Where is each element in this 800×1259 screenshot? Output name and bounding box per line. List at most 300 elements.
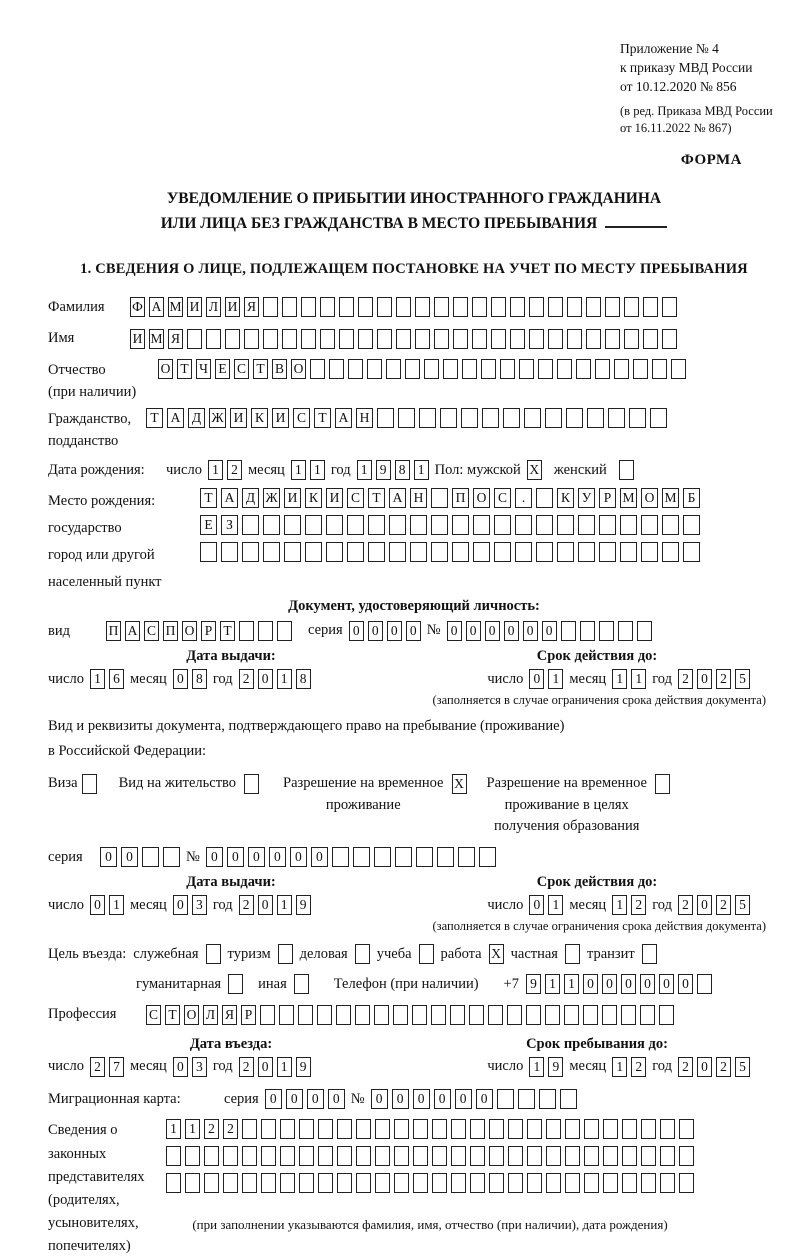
char-box[interactable] [348,359,363,379]
char-box[interactable] [518,1089,535,1109]
char-box[interactable] [586,297,601,317]
char-box[interactable] [652,359,667,379]
char-box[interactable] [620,515,637,535]
char-box[interactable]: 1 [185,1119,200,1139]
char-box[interactable] [566,408,583,428]
char-box[interactable]: И [225,297,240,317]
char-box[interactable]: Ж [209,408,226,428]
char-box[interactable] [282,329,297,349]
char-box[interactable]: 2 [204,1119,219,1139]
char-box[interactable]: 2 [223,1119,238,1139]
char-box[interactable]: С [234,359,249,379]
char-box[interactable]: 5 [735,895,750,915]
char-box[interactable]: 0 [529,895,544,915]
char-box[interactable] [565,1119,580,1139]
char-box[interactable]: А [335,408,352,428]
char-box[interactable] [622,1146,637,1166]
char-box[interactable] [374,1005,389,1025]
char-box[interactable] [608,408,625,428]
char-box[interactable] [431,542,448,562]
char-box[interactable]: 0 [100,847,117,867]
char-box[interactable]: О [184,1005,199,1025]
char-box[interactable]: Е [200,515,217,535]
char-box[interactable] [584,1119,599,1139]
char-box[interactable] [453,297,468,317]
char-box[interactable]: К [305,488,322,508]
char-box[interactable] [358,297,373,317]
char-box[interactable]: И [284,488,301,508]
char-box[interactable]: 0 [371,1089,388,1109]
char-box[interactable]: 2 [239,1057,254,1077]
char-box[interactable] [375,1119,390,1139]
char-box[interactable] [584,1173,599,1193]
char-box[interactable] [389,542,406,562]
char-box[interactable] [629,408,646,428]
char-box[interactable]: П [106,621,121,641]
char-box[interactable]: 0 [504,621,519,641]
char-box[interactable] [451,1173,466,1193]
char-box[interactable] [603,1119,618,1139]
char-box[interactable] [529,297,544,317]
char-box[interactable] [491,297,506,317]
char-box[interactable] [318,1119,333,1139]
char-box[interactable] [228,974,243,994]
char-box[interactable]: 0 [227,847,244,867]
char-box[interactable] [277,621,292,641]
char-box[interactable] [367,359,382,379]
char-box[interactable] [263,329,278,349]
char-box[interactable]: 0 [678,974,693,994]
char-box[interactable]: 0 [307,1089,324,1109]
char-box[interactable]: Т [200,488,217,508]
char-box[interactable] [260,1005,275,1025]
char-box[interactable] [263,297,278,317]
char-box[interactable]: 0 [206,847,223,867]
char-box[interactable] [584,1146,599,1166]
char-box[interactable] [284,515,301,535]
char-box[interactable]: 0 [328,1089,345,1109]
char-box[interactable]: Е [215,359,230,379]
char-box[interactable]: С [144,621,159,641]
char-box[interactable] [453,329,468,349]
char-box[interactable] [375,1146,390,1166]
char-box[interactable] [206,944,221,964]
char-box[interactable]: К [557,488,574,508]
char-box[interactable] [603,1146,618,1166]
char-box[interactable] [244,774,259,794]
char-box[interactable]: И [187,297,202,317]
char-box[interactable] [242,1173,257,1193]
char-box[interactable] [405,359,420,379]
char-box[interactable] [557,359,572,379]
char-box[interactable]: К [251,408,268,428]
char-box[interactable]: 0 [659,974,674,994]
char-box[interactable]: 2 [239,669,254,689]
char-box[interactable] [337,1119,352,1139]
char-box[interactable] [515,515,532,535]
char-box[interactable]: 2 [716,895,731,915]
char-box[interactable] [386,359,401,379]
char-box[interactable] [469,1005,484,1025]
char-box[interactable] [497,1089,514,1109]
char-box[interactable] [510,297,525,317]
char-box[interactable] [510,329,525,349]
char-box[interactable]: О [182,621,197,641]
char-box[interactable] [643,297,658,317]
char-box[interactable] [317,1005,332,1025]
char-box[interactable]: А [149,297,164,317]
char-box[interactable] [671,359,686,379]
char-box[interactable]: 0 [248,847,265,867]
char-box[interactable]: 9 [526,974,541,994]
char-box[interactable]: З [221,515,238,535]
char-box[interactable]: 0 [258,895,273,915]
char-box[interactable]: А [125,621,140,641]
char-box[interactable] [650,408,667,428]
char-box[interactable]: И [130,329,145,349]
char-box[interactable] [398,408,415,428]
char-box[interactable] [683,542,700,562]
char-box[interactable]: 1 [612,669,627,689]
char-box[interactable]: П [163,621,178,641]
char-box[interactable] [524,408,541,428]
char-box[interactable] [548,329,563,349]
char-box[interactable] [536,542,553,562]
char-box[interactable]: 2 [227,460,242,480]
char-box[interactable] [396,329,411,349]
char-box[interactable] [679,1119,694,1139]
char-box[interactable] [437,847,454,867]
char-box[interactable]: 0 [466,621,481,641]
char-box[interactable] [347,515,364,535]
char-box[interactable]: 9 [548,1057,563,1077]
char-box[interactable] [527,1173,542,1193]
char-box[interactable]: 0 [602,974,617,994]
char-box[interactable] [326,515,343,535]
char-box[interactable] [508,1146,523,1166]
char-box[interactable] [318,1173,333,1193]
char-box[interactable]: Ч [196,359,211,379]
char-box[interactable]: О [473,488,490,508]
char-box[interactable] [355,1005,370,1025]
char-box[interactable] [261,1173,276,1193]
char-box[interactable] [641,515,658,535]
char-box[interactable] [377,329,392,349]
char-box[interactable] [557,542,574,562]
char-box[interactable] [452,542,469,562]
char-box[interactable] [470,1119,485,1139]
char-box[interactable] [508,1173,523,1193]
char-box[interactable] [621,1005,636,1025]
char-box[interactable]: Я [244,297,259,317]
char-box[interactable] [641,1146,656,1166]
char-box[interactable]: 0 [290,847,307,867]
char-box[interactable] [221,542,238,562]
char-box[interactable]: 9 [296,1057,311,1077]
char-box[interactable] [662,329,677,349]
char-box[interactable]: П [452,488,469,508]
char-box[interactable]: Л [206,297,221,317]
char-box[interactable]: 0 [90,895,105,915]
char-box[interactable] [368,542,385,562]
char-box[interactable]: 0 [697,895,712,915]
char-box[interactable] [482,408,499,428]
char-box[interactable] [536,515,553,535]
char-box[interactable] [462,359,477,379]
char-box[interactable]: 0 [173,1057,188,1077]
char-box[interactable]: . [515,488,532,508]
char-box[interactable] [605,329,620,349]
char-box[interactable]: 3 [192,895,207,915]
char-box[interactable] [394,1146,409,1166]
char-box[interactable] [434,329,449,349]
char-box[interactable] [519,359,534,379]
char-box[interactable]: Т [177,359,192,379]
char-box[interactable] [424,359,439,379]
char-box[interactable] [280,1146,295,1166]
char-box[interactable] [622,1173,637,1193]
char-box[interactable]: 1 [208,460,223,480]
char-box[interactable] [280,1173,295,1193]
char-box[interactable] [529,329,544,349]
char-box[interactable]: А [389,488,406,508]
char-box[interactable] [583,1005,598,1025]
char-box[interactable]: Т [165,1005,180,1025]
char-box[interactable]: 0 [258,669,273,689]
char-box[interactable]: Т [220,621,235,641]
char-box[interactable]: 6 [109,669,124,689]
char-box[interactable]: 1 [166,1119,181,1139]
char-box[interactable] [396,297,411,317]
char-box[interactable]: С [494,488,511,508]
char-box[interactable] [394,1119,409,1139]
char-box[interactable]: Т [368,488,385,508]
char-box[interactable]: 0 [476,1089,493,1109]
char-box[interactable] [561,621,576,641]
char-box[interactable]: 0 [387,621,402,641]
char-box[interactable]: Я [168,329,183,349]
char-box[interactable]: 0 [455,1089,472,1109]
char-box[interactable]: М [149,329,164,349]
char-box[interactable] [301,297,316,317]
char-box[interactable]: Т [314,408,331,428]
char-box[interactable]: 0 [349,621,364,641]
char-box[interactable]: X [527,460,542,480]
char-box[interactable] [473,515,490,535]
char-box[interactable] [538,359,553,379]
char-box[interactable]: Д [242,488,259,508]
char-box[interactable] [263,515,280,535]
char-box[interactable] [624,329,639,349]
char-box[interactable]: 2 [239,895,254,915]
char-box[interactable] [223,1173,238,1193]
char-box[interactable] [659,1005,674,1025]
char-box[interactable]: 9 [296,895,311,915]
char-box[interactable] [546,1146,561,1166]
char-box[interactable] [443,359,458,379]
char-box[interactable]: 0 [621,974,636,994]
char-box[interactable] [142,847,159,867]
char-box[interactable]: 1 [310,460,325,480]
char-box[interactable]: 5 [735,669,750,689]
char-box[interactable] [284,542,301,562]
char-box[interactable] [527,1146,542,1166]
char-box[interactable] [377,408,394,428]
char-box[interactable]: Ж [263,488,280,508]
char-box[interactable] [599,621,614,641]
char-box[interactable] [679,1173,694,1193]
char-box[interactable] [567,297,582,317]
char-box[interactable] [223,1146,238,1166]
char-box[interactable] [305,542,322,562]
char-box[interactable] [413,1173,428,1193]
char-box[interactable]: 0 [523,621,538,641]
char-box[interactable] [204,1173,219,1193]
char-box[interactable] [413,1146,428,1166]
char-box[interactable] [452,515,469,535]
char-box[interactable] [432,1173,447,1193]
char-box[interactable] [242,1146,257,1166]
char-box[interactable] [536,488,553,508]
char-box[interactable]: 0 [697,669,712,689]
char-box[interactable] [320,297,335,317]
char-box[interactable] [389,515,406,535]
char-box[interactable] [576,359,591,379]
char-box[interactable] [641,1119,656,1139]
char-box[interactable] [637,621,652,641]
char-box[interactable] [163,847,180,867]
char-box[interactable] [347,542,364,562]
char-box[interactable] [356,1119,371,1139]
char-box[interactable]: 0 [286,1089,303,1109]
char-box[interactable] [660,1119,675,1139]
char-box[interactable] [489,1173,504,1193]
char-box[interactable] [377,297,392,317]
char-box[interactable] [565,944,580,964]
char-box[interactable]: 9 [376,460,391,480]
char-box[interactable] [489,1119,504,1139]
char-box[interactable]: 1 [612,1057,627,1077]
char-box[interactable]: А [167,408,184,428]
char-box[interactable] [599,515,616,535]
char-box[interactable] [548,297,563,317]
char-box[interactable] [410,515,427,535]
char-box[interactable]: 0 [697,1057,712,1077]
char-box[interactable] [204,1146,219,1166]
char-box[interactable] [368,515,385,535]
char-box[interactable] [614,359,629,379]
char-box[interactable]: 0 [311,847,328,867]
char-box[interactable] [578,542,595,562]
char-box[interactable] [620,542,637,562]
char-box[interactable] [642,944,657,964]
char-box[interactable] [244,329,259,349]
char-box[interactable] [546,1173,561,1193]
char-box[interactable] [339,329,354,349]
char-box[interactable]: 0 [269,847,286,867]
char-box[interactable]: 1 [277,1057,292,1077]
char-box[interactable]: 1 [612,895,627,915]
char-box[interactable] [261,1119,276,1139]
char-box[interactable]: Т [146,408,163,428]
char-box[interactable]: О [641,488,658,508]
char-box[interactable] [261,1146,276,1166]
char-box[interactable] [239,621,254,641]
char-box[interactable]: 1 [109,895,124,915]
char-box[interactable] [660,1146,675,1166]
char-box[interactable] [507,1005,522,1025]
char-box[interactable] [242,1119,257,1139]
char-box[interactable]: 1 [564,974,579,994]
char-box[interactable] [305,515,322,535]
char-box[interactable] [546,1119,561,1139]
char-box[interactable] [356,1173,371,1193]
char-box[interactable] [415,297,430,317]
char-box[interactable] [82,774,97,794]
char-box[interactable]: 0 [640,974,655,994]
char-box[interactable] [599,542,616,562]
char-box[interactable]: 0 [173,669,188,689]
char-box[interactable] [587,408,604,428]
char-box[interactable] [374,847,391,867]
char-box[interactable]: 1 [529,1057,544,1077]
char-box[interactable] [458,847,475,867]
char-box[interactable]: 1 [631,669,646,689]
char-box[interactable] [278,944,293,964]
char-box[interactable]: 0 [368,621,383,641]
char-box[interactable] [320,329,335,349]
char-box[interactable]: X [489,944,504,964]
char-box[interactable] [282,297,297,317]
char-box[interactable] [622,1119,637,1139]
char-box[interactable] [451,1146,466,1166]
char-box[interactable] [641,542,658,562]
char-box[interactable]: 8 [395,460,410,480]
char-box[interactable] [332,847,349,867]
char-box[interactable] [337,1146,352,1166]
char-box[interactable] [185,1146,200,1166]
char-box[interactable] [336,1005,351,1025]
char-box[interactable] [413,1119,428,1139]
char-box[interactable]: 2 [678,669,693,689]
char-box[interactable] [451,1119,466,1139]
char-box[interactable]: 0 [529,669,544,689]
char-box[interactable] [337,1173,352,1193]
char-box[interactable]: Н [410,488,427,508]
char-box[interactable] [640,1005,655,1025]
char-box[interactable]: X [452,774,467,794]
char-box[interactable] [503,408,520,428]
char-box[interactable] [643,329,658,349]
char-box[interactable] [641,1173,656,1193]
char-box[interactable] [527,1119,542,1139]
char-box[interactable] [318,1146,333,1166]
char-box[interactable] [279,1005,294,1025]
char-box[interactable] [567,329,582,349]
char-box[interactable] [353,847,370,867]
char-box[interactable]: 1 [548,895,563,915]
char-box[interactable]: 0 [173,895,188,915]
char-box[interactable]: 0 [542,621,557,641]
char-box[interactable] [415,329,430,349]
char-box[interactable] [679,1146,694,1166]
char-box[interactable]: Я [222,1005,237,1025]
char-box[interactable] [200,542,217,562]
char-box[interactable]: 0 [121,847,138,867]
char-box[interactable]: 7 [109,1057,124,1077]
char-box[interactable] [494,542,511,562]
char-box[interactable] [491,329,506,349]
